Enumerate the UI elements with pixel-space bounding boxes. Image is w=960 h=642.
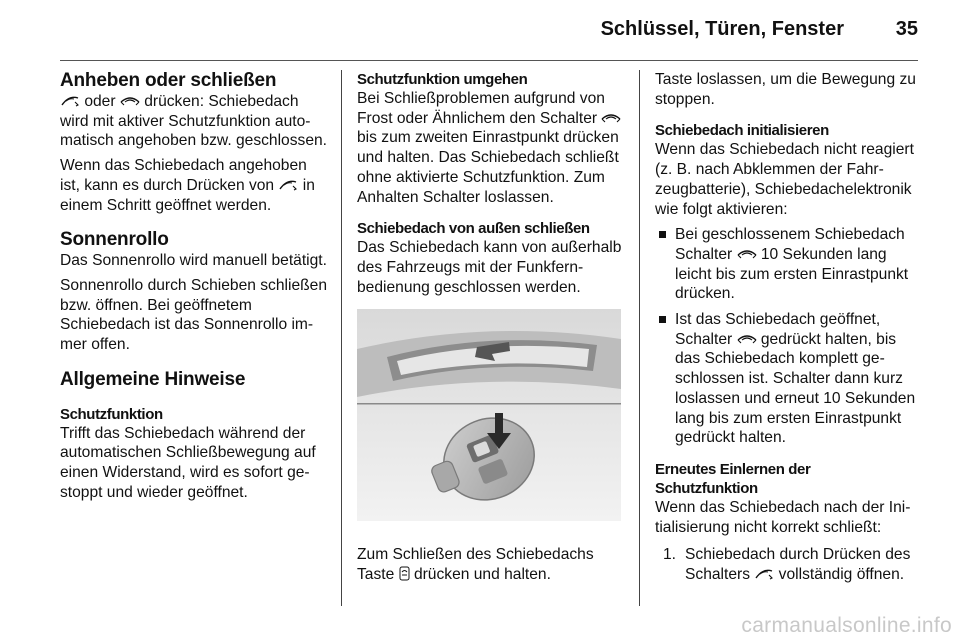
paragraph-relearn: Wenn das Schiebedach nach der Initialisierung nicht korrekt schließt: bbox=[655, 498, 911, 536]
key-button-icon bbox=[399, 566, 410, 581]
column-divider-2 bbox=[639, 70, 640, 606]
paragraph-protection: Trifft das Schiebedach während der automatischen Schließbewegung auf einen Widerstand, wird es sofort gestoppt und wieder geöffnet. bbox=[60, 424, 316, 501]
initialize-steps bbox=[655, 225, 923, 448]
list-item: Bei geschlossenem Schiebedach Schalter 10 Sekunden lang leicht bis zum ersten Einrastpunkt drücken. bbox=[655, 225, 923, 304]
paragraph-blind-2: Sonnenrollo durch Schieben schließen bzw. öffnen. Bei geöffnetem Schiebedach ist das Sonnenrollo immer offen. bbox=[60, 276, 327, 354]
heading-relearn: Erneutes Einlernen der Schutzfunktion bbox=[655, 460, 811, 497]
paragraph-initialize: Wenn das Schiebedach nicht reagiert (z. B. nach Abklemmen der Fahrzeugbatterie), Schiebedachelektronik wie folgt aktivieren: bbox=[655, 141, 914, 218]
bullet-square bbox=[659, 316, 666, 323]
column-2 bbox=[357, 70, 625, 590]
bullet-square bbox=[659, 231, 666, 238]
watermark: carmanualsonline.info bbox=[741, 614, 952, 637]
remote-key-illustration bbox=[357, 309, 621, 521]
column-divider-1 bbox=[341, 70, 342, 606]
sunroof-tilt-icon bbox=[754, 567, 774, 580]
relearn-steps bbox=[655, 545, 923, 584]
heading-initialize: Schiebedach initialisieren bbox=[655, 122, 829, 140]
header-divider bbox=[60, 60, 918, 61]
column-3 bbox=[655, 70, 923, 585]
list-item: Ist das Schiebedach geöffnet, Schalter gedrückt halten, bis das Schiebedach komplett geschlossen ist. Schalter dann kurz loslassen und erneut 10 Sekunden lang bis zum ersten Einrastpunkt gedrückt halten. bbox=[655, 310, 923, 448]
column-1 bbox=[60, 70, 328, 508]
heading-general-notes: Allgemeine Hinweise bbox=[60, 368, 246, 390]
heading-lift-close: Anheben oder schließen bbox=[60, 70, 277, 91]
page-title: Schlüssel, Türen, Fenster bbox=[600, 18, 844, 40]
sunroof-close-icon bbox=[601, 111, 621, 124]
page-number: 35 bbox=[895, 18, 918, 40]
sunroof-close-icon bbox=[737, 247, 757, 260]
sunroof-close-icon bbox=[120, 94, 140, 107]
paragraph-lift-1: oder drücken: Schiebedach wird mit aktiver Schutzfunktion automatisch angehoben bzw. geschlossen. bbox=[60, 93, 327, 150]
page-header bbox=[60, 18, 918, 48]
heading-protection: Schutzfunktion bbox=[60, 405, 163, 423]
sunroof-tilt-icon bbox=[60, 94, 80, 107]
paragraph-release: Taste loslassen, um die Bewegung zu stoppen. bbox=[655, 71, 916, 108]
sunroof-close-icon bbox=[737, 332, 757, 345]
sunroof-tilt-icon bbox=[278, 178, 298, 191]
paragraph-blind-1: Das Sonnenrollo wird manuell betätigt. bbox=[60, 252, 327, 270]
list-item: 1. Schiebedach durch Drücken des Schalters vollständig öffnen. bbox=[663, 546, 911, 584]
heading-sun-blind: Sonnenrollo bbox=[60, 229, 169, 251]
figure-caption: Zum Schließen des Schiebedachs Taste drücken und halten. bbox=[357, 546, 594, 584]
paragraph-bypass: Bei Schließproblemen aufgrund von Frost oder Ähnlichem den Schalter bis zum zweiten Einrastpunkt drücken und halten. Das Schiebedach schließt ohne aktivierte Schutzfunktion. Zum Anhalten Schalter loslassen. bbox=[357, 89, 625, 207]
heading-close-from-outside: Schiebedach von außen schließen bbox=[357, 220, 590, 238]
paragraph-lift-2: Wenn das Schiebedach angehoben ist, kann es durch Drücken von in einem Schritt geöffnet werden. bbox=[60, 157, 315, 214]
heading-bypass-protection: Schutzfunktion umgehen bbox=[357, 71, 528, 88]
paragraph-close-outside: Das Schiebedach kann von außerhalb des Fahrzeugs mit der Funkfernbedienung geschlossen werden. bbox=[357, 239, 622, 296]
